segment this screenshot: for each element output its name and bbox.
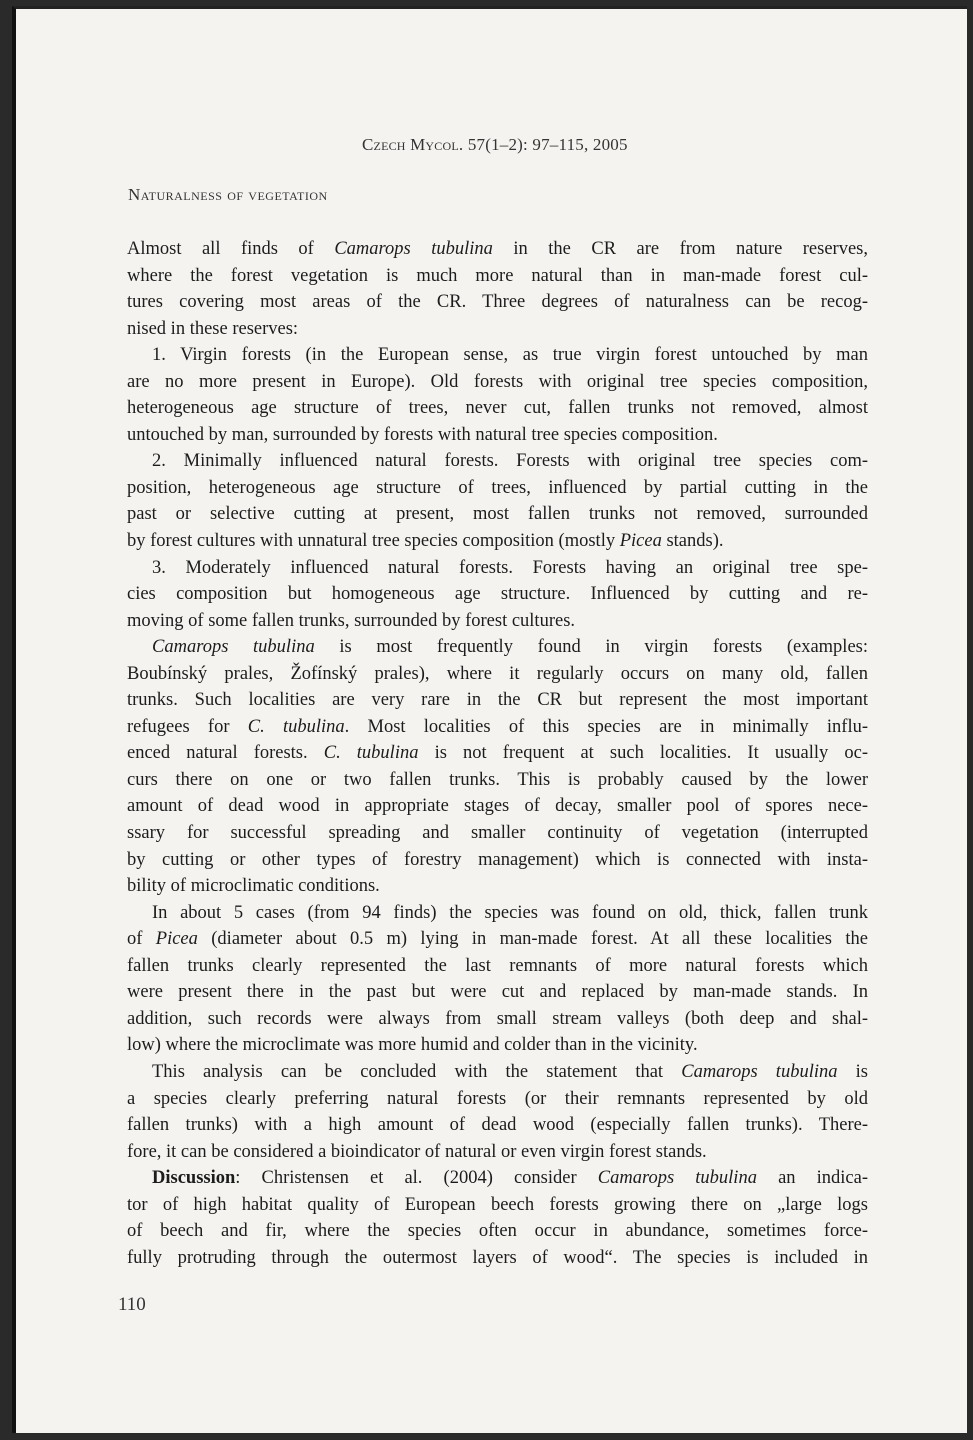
text-line: Boubínský prales, Žofínský prales), where it regularly occurs on many old, fallen	[127, 663, 868, 684]
text-line: where the forest vegetation is much more natural than in man-made forest cul-	[127, 265, 868, 286]
italic-term: C. tubulina	[247, 716, 345, 737]
text-line: Almost all finds of Camarops tubulina in the CR are from nature reserves,	[127, 239, 868, 259]
text-line: In about 5 cases (from 94 finds) the species was found on old, thick, fallen trunk	[152, 902, 868, 923]
text-line: enced natural forests. C. tubulina is not frequent at such localities. It usually oc-	[127, 743, 868, 764]
text-line: of beech and fir, where the species often occur in abundance, sometimes force-	[127, 1221, 868, 1242]
italic-term: C. tubulina	[323, 743, 419, 764]
text-line: past or selective cutting at present, most fallen trunks not removed, surrounded	[127, 504, 868, 525]
text-line: fallen trunks clearly represented the last remnants of more natural forests which	[127, 955, 868, 976]
text-line: refugees for C. tubulina. Most localities of this species are in minimally influ-	[127, 716, 868, 737]
italic-term: Camarops tubulina	[152, 637, 315, 658]
text-line: by forest cultures with unnatural tree species composition (mostly Picea stands).	[127, 531, 724, 552]
text-line: by cutting or other types of forestry management) which is connected with insta-	[127, 849, 868, 870]
text-line: fore, it can be considered a bioindicator of natural or even virgin forest stands.	[127, 1141, 707, 1162]
italic-term: Camarops tubulina	[681, 1061, 838, 1082]
text-line: 1. Virgin forests (in the European sense, as true virgin forest untouched by man	[152, 345, 868, 366]
italic-term: Camarops tubulina	[334, 239, 493, 259]
text-line: addition, such records were always from small stream valleys (both deep and shal-	[127, 1008, 868, 1029]
text-line: bility of microclimatic conditions.	[127, 876, 380, 897]
section-heading: Naturalness of vegetation	[128, 185, 328, 204]
journal-name: Czech Mycol.	[362, 135, 464, 154]
text-line: heterogeneous age structure of trees, never cut, fallen trunks not removed, almost	[127, 398, 868, 419]
text-line: 3. Moderately influenced natural forests. Forests having an original tree spe-	[152, 557, 868, 578]
italic-term: Camarops tubulina	[597, 1168, 757, 1189]
text-line: of Picea (diameter about 0.5 m) lying in man-made forest. At all these localities the	[127, 929, 868, 950]
body-text	[127, 236, 868, 1271]
text-line: moving of some fallen trunks, surrounded by forest cultures.	[127, 610, 576, 631]
text-line: amount of dead wood in appropriate stages of decay, smaller pool of spores nece-	[127, 796, 868, 817]
page	[12, 6, 967, 1433]
text-line: a species clearly preferring natural forests (or their remnants represented by old	[127, 1088, 868, 1109]
text-line: fully protruding through the outermost layers of wood“. The species is included in	[127, 1247, 868, 1268]
text-line: cies composition but homogeneous age structure. Influenced by cutting and re-	[127, 584, 868, 605]
text-line: were present there in the past but were cut and replaced by man-made stands. In	[127, 982, 868, 1003]
page-number: 110	[118, 1294, 146, 1315]
text-line: fallen trunks) with a high amount of dead wood (especially fallen trunks). There-	[127, 1115, 868, 1136]
text-line: nised in these reserves:	[127, 318, 299, 339]
text-line: tures covering most areas of the CR. Three degrees of naturalness can be recog-	[127, 292, 868, 313]
text-line: position, heterogeneous age structure of trees, influenced by partial cutting in the	[127, 477, 868, 498]
text-line: This analysis can be concluded with the statement that Camarops tubulina is	[152, 1061, 868, 1082]
running-header	[362, 135, 628, 155]
text-line: Camarops tubulina is most frequently found in virgin forests (examples:	[152, 637, 868, 658]
journal-citation: 57(1–2): 97–115, 2005	[467, 135, 628, 154]
text-line: curs there on one or two fallen trunks. This is probably caused by the lower	[127, 769, 868, 790]
italic-term: Picea	[155, 929, 198, 950]
text-line: tor of high habitat quality of European beech forests growing there on „large logs	[127, 1194, 868, 1215]
italic-term: Picea	[619, 531, 662, 552]
text-line: Discussion: Christensen et al. (2004) consider Camarops tubulina an indica-	[152, 1168, 868, 1189]
text-line: low) where the microclimate was more humid and colder than in the vicinity.	[127, 1035, 698, 1056]
text-line: trunks. Such localities are very rare in the CR but represent the most important	[127, 690, 868, 711]
text-line: untouched by man, surrounded by forests with natural tree species composition.	[127, 424, 718, 445]
text-line: ssary for successful spreading and smaller continuity of vegetation (interrupted	[127, 823, 868, 844]
bold-term: Discussion	[152, 1168, 236, 1189]
text-line: are no more present in Europe). Old forests with original tree species composition,	[127, 371, 868, 392]
text-line: 2. Minimally influenced natural forests. Forests with original tree species com-	[152, 451, 868, 472]
